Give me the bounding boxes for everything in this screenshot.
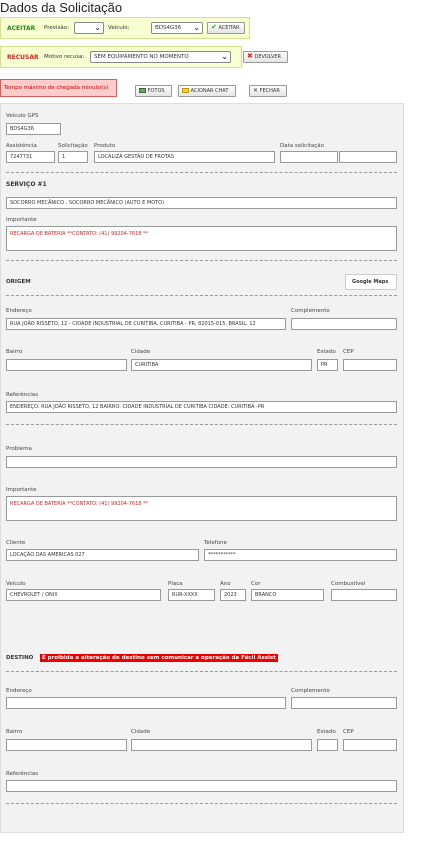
dest-bairro-field[interactable] (6, 739, 127, 751)
divider (6, 260, 397, 261)
accept-label: ACEITAR (7, 25, 36, 32)
veiculo-select-value: BDS4G36 (155, 25, 182, 31)
dest-referencias-field[interactable] (6, 780, 397, 792)
photo-icon (139, 88, 146, 93)
data-solicitacao-field[interactable] (280, 151, 338, 163)
dest-endereco-label: Endereço (6, 688, 32, 694)
page-title: Dados da Solicitação (0, 0, 123, 15)
vehicle-gps-field[interactable]: BDS4G36 (6, 123, 61, 135)
cor-label: Cor (251, 581, 261, 587)
dest-complemento-field[interactable] (291, 697, 397, 709)
close-button[interactable] (249, 85, 287, 97)
origin-referencias-label: Referências (6, 392, 39, 398)
ano-label: Ano (220, 581, 231, 587)
motivo-label: Motivo recusa: (44, 54, 85, 60)
refuse-bar (0, 46, 282, 68)
accept-button[interactable] (207, 22, 245, 34)
origin-cep-label: CEP (343, 349, 354, 355)
motivo-select-value: SEM EQUIPAMENTO NO MOMENTO (94, 54, 189, 60)
combustivel-label: Combustível (331, 581, 366, 587)
divider (6, 172, 397, 173)
chat-button-label: ACIONAR CHAT (190, 88, 229, 94)
combustivel-field[interactable] (331, 589, 397, 601)
origin-complemento-field[interactable] (291, 318, 397, 330)
origin-cidade-label: Cidade (131, 349, 151, 355)
veiculo-select[interactable] (151, 22, 203, 34)
tempo-warning: Tempo máximo de chegada minuto(s) (0, 79, 117, 97)
origin-endereco-field[interactable]: RUA JOÃO RISSETO, 12 - CIDADE INDUSTRIAL DE CURITIBA, CURITIBA - PR, 82015-015, BRASIL, 12 (6, 318, 286, 330)
return-button[interactable] (243, 51, 288, 63)
close-button-label: FECHAR (259, 88, 280, 94)
origin-endereco-label: Endereço (6, 308, 32, 314)
telefone-label: Telefone (204, 540, 227, 546)
assistencia-field[interactable]: 7247731 (6, 151, 55, 163)
origin-referencias-field[interactable]: ENDEREÇO: RUA JOÃO RISSETO, 12 BAIRRO: CIDADE INDUSTRIAL DE CURITIBA CIDADE: CURITIBA -PR (6, 401, 397, 413)
photos-button[interactable] (135, 85, 172, 97)
chevron-down-icon: ⌄ (221, 52, 228, 61)
service-title: SERVIÇO #1 (6, 181, 47, 188)
dest-cep-label: CEP (343, 729, 354, 735)
origin-cidade-field[interactable]: CURITIBA (131, 359, 312, 371)
cliente-label: Cliente (6, 540, 26, 546)
dest-referencias-label: Referências (6, 771, 39, 777)
dest-cidade-field[interactable] (131, 739, 312, 751)
divider (6, 671, 397, 672)
data-solicitacao-label: Data solicitação (280, 143, 325, 149)
chevron-down-icon: ⌄ (193, 23, 200, 32)
origin-title: ORIGEM (6, 279, 31, 285)
google-maps-button[interactable]: Google Maps (345, 274, 397, 290)
return-button-label: DEVOLVER (254, 54, 282, 60)
placa-label: Placa (168, 581, 183, 587)
dest-endereco-field[interactable] (6, 697, 286, 709)
solicitacao-field[interactable]: 1 (58, 151, 88, 163)
destination-warning: É proibida a alteração de destino sem comunicar a operação da Fácil Assist (42, 655, 276, 661)
destination-title: DESTINO (6, 655, 34, 661)
origin-estado-label: Estado (317, 349, 336, 355)
motivo-select[interactable] (90, 51, 231, 63)
service-importante-textarea[interactable]: RECARGA DE BATERIA **CONTATO: (41) 99204-7618 ** (6, 226, 397, 251)
dest-cep-field[interactable] (343, 739, 397, 751)
photos-button-label: FOTOS (147, 88, 165, 94)
chat-button[interactable] (178, 85, 236, 97)
divider (6, 424, 397, 425)
origin-bairro-label: Bairro (6, 349, 23, 355)
problem-importante-textarea[interactable]: RECARGA DE BATERIA **CONTATO: (41) 99204-7618 ** (6, 496, 397, 521)
solicitacao-label: Solicitação (58, 143, 88, 149)
chat-icon (182, 88, 189, 93)
produto-field[interactable]: LOCALIZA GESTÃO DE FROTAS (94, 151, 275, 163)
cor-field[interactable]: BRANCO (251, 589, 324, 601)
problema-label: Problema (6, 446, 32, 452)
divider (6, 295, 397, 296)
close-x-icon: ✖ (247, 52, 253, 60)
divider (6, 803, 397, 804)
vehicle-gps-label: Veículo GPS (6, 113, 39, 119)
refuse-label: RECUSAR (7, 54, 39, 61)
check-icon: ✔ (211, 23, 217, 31)
problem-importante-label: Importante (6, 487, 37, 493)
accept-button-label: ACEITAR (218, 25, 240, 31)
dest-cidade-label: Cidade (131, 729, 151, 735)
dest-estado-field[interactable] (317, 739, 338, 751)
previsao-select[interactable] (74, 22, 104, 34)
service-importante-label: Importante (6, 217, 37, 223)
origin-cep-field[interactable] (343, 359, 397, 371)
dest-bairro-label: Bairro (6, 729, 23, 735)
dest-complemento-label: Complemento (291, 688, 330, 694)
previsao-label: Previsão: (44, 25, 69, 31)
accept-bar (0, 17, 250, 39)
telefone-field[interactable]: *********** (204, 549, 397, 561)
veiculo-field[interactable]: CHEVROLET / ONIX (6, 589, 161, 601)
veiculo-label: Veículo: (108, 25, 130, 31)
problema-field[interactable] (6, 456, 397, 468)
ano-field[interactable]: 2023 (220, 589, 246, 601)
cliente-field[interactable]: LOCAÇÃO DAS AMERICAS 027 (6, 549, 199, 561)
hora-solicitacao-field[interactable] (339, 151, 397, 163)
origin-bairro-field[interactable] (6, 359, 127, 371)
chevron-down-icon: ⌄ (94, 23, 101, 32)
placa-field[interactable]: RUR-XXXX (168, 589, 215, 601)
assistencia-label: Assistência (6, 143, 37, 149)
veiculo-label-field: Veículo (6, 581, 26, 587)
request-panel (0, 103, 404, 833)
dest-estado-label: Estado (317, 729, 336, 735)
produto-label: Produto (94, 143, 116, 149)
close-icon: ✕ (253, 87, 259, 94)
origin-complemento-label: Complemento (291, 308, 330, 314)
origin-estado-field[interactable]: PR (317, 359, 338, 371)
service-field[interactable]: SOCORRO MECÂNICO : SOCORRO MECÂNICO (AUTO E MOTO) (6, 197, 397, 209)
